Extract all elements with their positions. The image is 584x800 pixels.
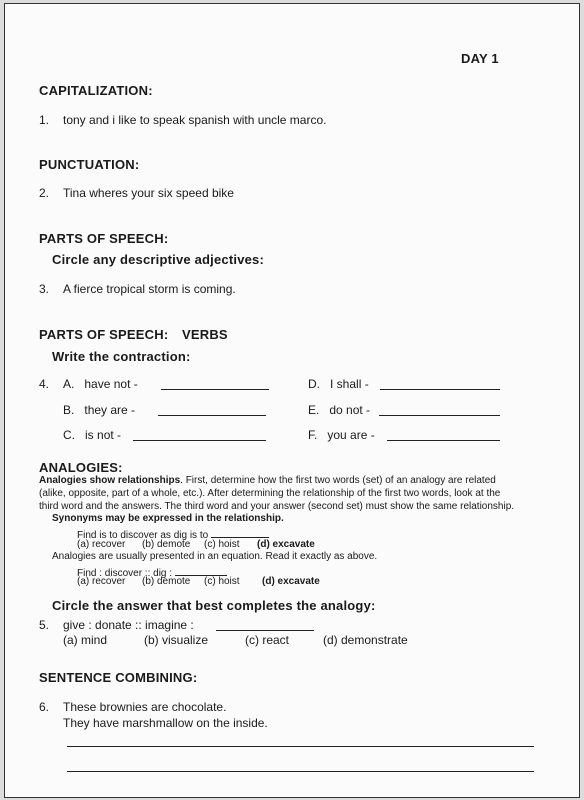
day-label: DAY 1: [461, 51, 499, 66]
q5-option-d: (d) demonstrate: [323, 633, 408, 647]
punctuation-heading: PUNCTUATION:: [39, 157, 140, 172]
answer-line-d[interactable]: [380, 389, 500, 390]
combining-heading: SENTENCE COMBINING:: [39, 670, 198, 685]
pos2-instruction: Write the contraction:: [52, 349, 191, 364]
answer-line-a[interactable]: [161, 389, 269, 390]
q5-number: 5.: [39, 618, 50, 632]
example2-blank: [175, 564, 227, 576]
example1-option-b: (b) demote: [142, 539, 191, 550]
q3-text: A fierce tropical storm is coming.: [63, 282, 236, 296]
q3-number: 3.: [39, 282, 50, 296]
q2-text: Tina wheres your six speed bike: [63, 186, 234, 200]
q5-question: give : donate :: imagine :: [63, 618, 194, 632]
pos1-heading: PARTS OF SPEECH:: [39, 231, 169, 246]
q6-number: 6.: [39, 700, 50, 714]
q6-line1: These brownies are chocolate.: [63, 700, 227, 714]
answer-line-f[interactable]: [387, 440, 500, 441]
synonyms-note: Synonyms may be expressed in the relationship.: [52, 513, 284, 524]
q2-number: 2.: [39, 186, 50, 200]
example1-option-a: (a) recover: [77, 539, 126, 550]
q4-number: 4.: [39, 377, 50, 391]
example1-option-c: (c) hoist: [204, 539, 240, 550]
pos2-heading: PARTS OF SPEECH:: [39, 327, 169, 342]
contraction-item-d: D. I shall -: [308, 377, 369, 391]
example2-option-a: (a) recover: [77, 576, 126, 587]
analogies-intro-line3: third word and the answers. The third word and your answer (second set) must show the same relationship.: [39, 501, 515, 512]
analogies-intro-line2: (alike, opposite, part of a whole, etc.). After determining the relationship of the first two words, look at the: [39, 488, 501, 499]
contraction-item-e: E. do not -: [308, 403, 371, 417]
q5-option-b: (b) visualize: [144, 633, 209, 647]
example2-stem: Find : discover :: dig :: [77, 564, 227, 579]
example1-stem: Find is to discover as dig is to: [77, 526, 269, 541]
worksheet-page: [4, 3, 580, 798]
analogy-instruction: Circle the answer that best completes the analogy:: [52, 598, 376, 613]
combining-answer-line-2[interactable]: [67, 771, 534, 772]
pos1-instruction: Circle any descriptive adjectives:: [52, 252, 265, 267]
contraction-item-c: C. is not -: [63, 428, 122, 442]
capitalization-heading: CAPITALIZATION:: [39, 83, 153, 98]
q5-option-a: (a) mind: [63, 633, 108, 647]
example1-option-d: (d) excavate: [257, 539, 315, 550]
contraction-item-b: B. they are -: [63, 403, 136, 417]
q6-line2: They have marshmallow on the inside.: [63, 716, 268, 730]
example2-option-d: (d) excavate: [262, 576, 320, 587]
answer-line-c[interactable]: [133, 440, 266, 441]
q1-text: tony and i like to speak spanish with uncle marco.: [63, 113, 327, 127]
example2-option-c: (c) hoist: [204, 576, 240, 587]
q5-option-c: (c) react: [245, 633, 290, 647]
answer-line-b[interactable]: [158, 415, 266, 416]
equation-note: Analogies are usually presented in an equation. Read it exactly as above.: [52, 551, 378, 562]
q5-answer-line[interactable]: [216, 630, 314, 631]
contraction-item-f: F. you are -: [308, 428, 375, 442]
analogies-intro-line1: Analogies show relationships. First, determine how the first two words (set) of an analogy are related: [39, 475, 496, 486]
answer-line-e[interactable]: [379, 415, 500, 416]
example2-option-b: (b) demote: [142, 576, 191, 587]
contraction-item-a: A. have not -: [63, 377, 138, 391]
pos2-heading-verbs: VERBS: [182, 327, 228, 342]
example1-blank: [211, 526, 269, 538]
analogies-heading: ANALOGIES:: [39, 460, 123, 475]
combining-answer-line-1[interactable]: [67, 746, 534, 747]
q1-number: 1.: [39, 113, 50, 127]
